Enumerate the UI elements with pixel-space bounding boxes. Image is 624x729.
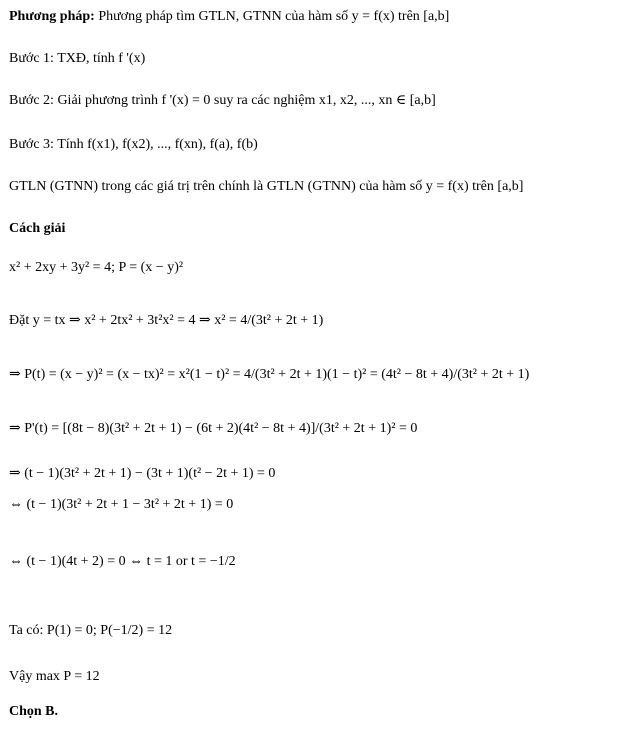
- result-line: [9, 668, 100, 686]
- derivative-expression: ⇒ P'(t) = [(8t − 8)(3t² + 2t + 1) − (6t + 2)(4t² − 8t + 4)]/(3t² + 2t + 1)² = 0: [9, 421, 418, 436]
- step-2-label: Bước 2:: [9, 93, 54, 108]
- vay-word: Vậy: [9, 669, 33, 684]
- step-1-label: Bước 1:: [9, 51, 54, 66]
- step-2: [9, 92, 436, 110]
- equation-line-1: ⇒ (t − 1)(3t² + 2t + 1) − (3t + 1)(t² − 2t + 1) = 0: [9, 466, 276, 481]
- step-3-label: Bước 3:: [9, 137, 54, 152]
- method-text: Phương pháp tìm GTLN, GTNN của hàm số y = f(x) trên [a,b]: [98, 9, 450, 24]
- values-line: [9, 622, 172, 640]
- p-expression: ⇒ P(t) = (x − y)² = (x − tx)² = x²(1 − t)² = 4/(3t² + 2t + 1)(1 − t)² = (4t² − 8t + 4)/(3t² + 2t + 1): [9, 367, 530, 382]
- method-line: [9, 8, 449, 26]
- solution-heading: Cách giải: [9, 221, 66, 236]
- step-3-text: Tính f(x1), f(x2), ..., f(xn), f(a), f(b): [57, 137, 258, 152]
- set-word: Đặt: [9, 313, 30, 328]
- substitution-line: [9, 312, 323, 330]
- vay-expression: max P = 12: [35, 669, 100, 684]
- conclusion-line: GTLN (GTNN) trong các giá trị trên chính là GTLN (GTNN) của hàm số y = f(x) trên [a,b]: [9, 179, 524, 194]
- step-3: [9, 136, 258, 154]
- method-heading: Phương pháp:: [9, 9, 95, 24]
- taco-word: Ta có:: [9, 623, 44, 638]
- step-1: [9, 50, 145, 68]
- step-2-text: Giải phương trình f '(x) = 0 suy ra các nghiệm x1, x2, ..., xn ∈ [a,b]: [57, 93, 436, 108]
- equation-line-3: ⇔ (t − 1)(4t + 2) = 0 ⇔ t = 1 or t = −1/2: [9, 554, 236, 569]
- set-expression: y = tx ⇒ x² + 2tx² + 3t²x² = 4 ⇒ x² = 4/(3t² + 2t + 1): [32, 313, 324, 328]
- answer-choice: Chọn B.: [9, 704, 59, 719]
- taco-expression: P(1) = 0; P(−1/2) = 12: [46, 623, 173, 638]
- step-1-text: TXĐ, tính f '(x): [57, 51, 146, 66]
- equation-line-2: ⇔ (t − 1)(3t² + 2t + 1 − 3t² + 2t + 1) = 0: [9, 497, 234, 512]
- given-equation: x² + 2xy + 3y² = 4; P = (x − y)²: [9, 260, 184, 275]
